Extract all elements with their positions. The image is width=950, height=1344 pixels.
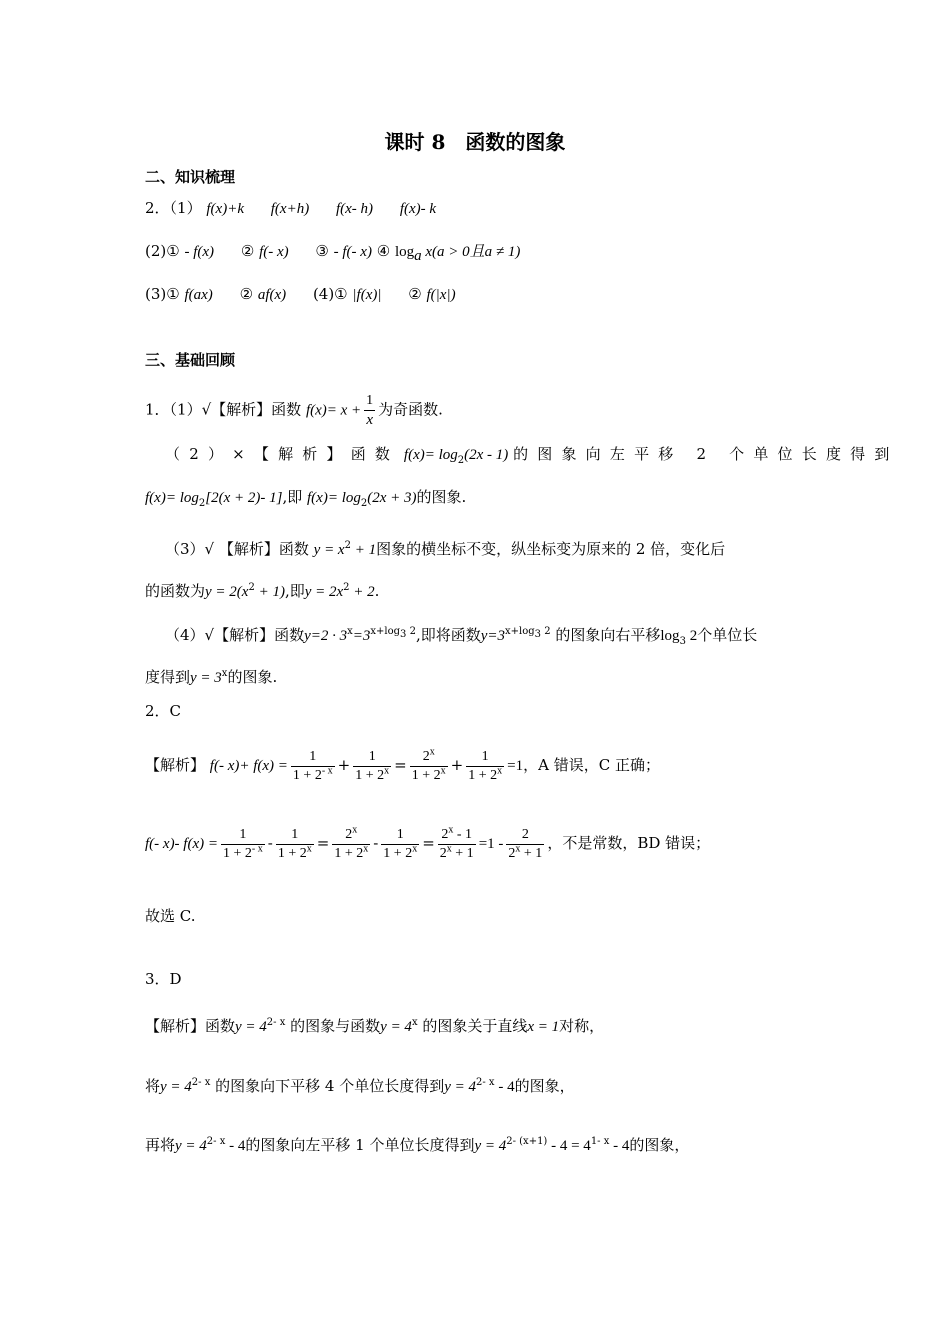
math-sup: x bbox=[446, 842, 452, 854]
operator: = bbox=[394, 756, 407, 774]
math: f(|x|) bbox=[426, 287, 456, 303]
math-sup: x bbox=[411, 1017, 418, 1028]
text: ,即 bbox=[282, 488, 303, 506]
math-sup: x bbox=[412, 842, 418, 854]
denominator: 1 + 2 bbox=[334, 845, 364, 861]
fraction bbox=[291, 748, 335, 785]
math: - 4 = 4 bbox=[547, 1138, 591, 1154]
text: 的图象. bbox=[227, 668, 278, 686]
label: ④ bbox=[376, 242, 391, 260]
label: ③ bbox=[315, 242, 329, 260]
operator: + bbox=[450, 756, 464, 774]
fraction bbox=[506, 826, 544, 863]
math: [2(x + 2)- 1] bbox=[205, 490, 283, 506]
fraction bbox=[438, 823, 476, 863]
math-sup: x bbox=[384, 764, 390, 776]
text: 1．（1）√【解析】函数 bbox=[145, 400, 302, 419]
math: x = 1 bbox=[527, 1019, 560, 1035]
q2-equation-1 bbox=[145, 742, 660, 789]
q3-line-3 bbox=[145, 1134, 689, 1157]
math: (2x - 1) bbox=[464, 447, 509, 463]
q2-opt-1: f(x)+k bbox=[206, 201, 244, 217]
denominator: 1 + 2 bbox=[383, 845, 413, 861]
math: - 4 bbox=[609, 1138, 630, 1154]
math: f(ax) bbox=[184, 287, 213, 303]
text: 的图象与函数 bbox=[290, 1017, 381, 1035]
text: （2）×【解析】函数 bbox=[165, 445, 400, 463]
math: 2 bbox=[685, 628, 698, 644]
review-item-2-line1 bbox=[165, 443, 899, 466]
q2-line bbox=[145, 197, 436, 220]
fraction bbox=[332, 823, 370, 863]
math: + 2 bbox=[349, 584, 375, 600]
math-sup: x+log bbox=[370, 626, 401, 637]
math-sub: 2 bbox=[360, 498, 368, 509]
math-sup: 2 bbox=[541, 626, 551, 637]
math-sup: x bbox=[221, 668, 228, 679]
math-sup: 2- (x+1) bbox=[506, 1136, 548, 1147]
numerator: 1 bbox=[364, 392, 375, 411]
fraction bbox=[276, 826, 314, 863]
math: f(x)= log bbox=[307, 490, 361, 506]
text: 的图象向左平移 1 个单位长度得到 bbox=[245, 1136, 475, 1154]
math-sup: 2 bbox=[343, 582, 350, 593]
q3-answer: 3．D bbox=[145, 970, 182, 988]
analysis-label: 【解析】 bbox=[145, 756, 206, 774]
math-sup: 2 bbox=[344, 540, 351, 551]
q2-label: 2．（1） bbox=[145, 199, 202, 217]
math-sup: 2- x bbox=[206, 1136, 226, 1147]
math-sup: x bbox=[515, 842, 521, 854]
text: 将 bbox=[145, 1077, 161, 1095]
operator: = bbox=[422, 834, 435, 852]
math: f(- x)+ f(x) = bbox=[209, 758, 288, 774]
numerator: 2 bbox=[422, 748, 430, 764]
math: y = 4 bbox=[175, 1138, 207, 1154]
fraction bbox=[410, 745, 448, 785]
fraction bbox=[364, 392, 375, 429]
math: y=2 · 3 bbox=[304, 628, 348, 644]
math: af(x) bbox=[257, 287, 287, 303]
label: (4)① bbox=[312, 285, 348, 303]
section-heading-knowledge: 二、知识梳理 bbox=[145, 168, 236, 186]
text: . bbox=[374, 582, 380, 600]
math-sup: 1- x bbox=[590, 1136, 610, 1147]
math: (2x + 3) bbox=[367, 490, 417, 506]
math-sup: x+log bbox=[505, 626, 535, 637]
math-sup: - x bbox=[321, 764, 333, 776]
math: log bbox=[394, 244, 415, 260]
q3-line-1 bbox=[145, 1015, 604, 1038]
text: ,即将函数 bbox=[415, 626, 481, 644]
text: 的图象向下平移 4 个单位长度得到 bbox=[215, 1077, 445, 1095]
fraction bbox=[221, 826, 265, 863]
math-sup: - x bbox=[251, 842, 263, 854]
math: =1 bbox=[507, 758, 524, 774]
text: ，A 错误，C 正确； bbox=[523, 756, 660, 774]
math: y = 4 bbox=[380, 1019, 412, 1035]
text: 的函数为 bbox=[145, 582, 206, 600]
text: 再将 bbox=[145, 1136, 176, 1154]
math-sup: x bbox=[429, 745, 435, 757]
numerator: 1 bbox=[381, 826, 419, 845]
denominator: 1 + 2 bbox=[292, 767, 322, 783]
section-heading-review: 三、基础回顾 bbox=[145, 351, 236, 369]
knowledge-line-2 bbox=[145, 240, 520, 263]
text: ，不是常数，BD 错误； bbox=[547, 834, 711, 852]
math: f(x)= x + bbox=[305, 402, 362, 419]
math: =1 - bbox=[478, 836, 504, 852]
math: - 4 bbox=[225, 1138, 246, 1154]
text: （3）√ 【解析】函数 bbox=[165, 540, 309, 558]
math: |f(x)| bbox=[352, 287, 382, 303]
q2-answer: 2．C bbox=[145, 702, 182, 720]
operator: - bbox=[373, 834, 379, 852]
math-sup: x bbox=[448, 823, 454, 835]
math-sup: x bbox=[347, 626, 353, 637]
numerator: 2 bbox=[506, 826, 544, 845]
denominator: + 1 bbox=[451, 845, 474, 861]
q2-opt-3: f(x- h) bbox=[335, 201, 374, 217]
text: 个单位长 bbox=[697, 626, 758, 644]
denominator: + 1 bbox=[520, 845, 543, 861]
q2-equation-2 bbox=[145, 820, 710, 867]
text: 对称， bbox=[559, 1017, 605, 1035]
review-item-3-line1 bbox=[165, 538, 725, 561]
numerator: 1 bbox=[466, 748, 504, 767]
numerator: 1 bbox=[291, 748, 335, 767]
operator: - bbox=[267, 834, 273, 852]
text: 的图象向左平移 2 个单位长度得到 bbox=[513, 445, 899, 463]
denominator: 1 + 2 bbox=[277, 845, 307, 861]
review-item-4-line1 bbox=[165, 624, 757, 647]
math-sup: 2- x bbox=[476, 1077, 495, 1088]
math-sup: x bbox=[363, 842, 369, 854]
numerator: 1 bbox=[221, 826, 265, 845]
label: ② bbox=[408, 285, 422, 303]
fraction bbox=[466, 748, 504, 785]
numerator: 1 bbox=[353, 748, 391, 767]
math: - 4 bbox=[494, 1079, 515, 1095]
operator: = bbox=[316, 834, 330, 852]
math-sup: 2 bbox=[406, 626, 416, 637]
review-item-1 bbox=[145, 392, 443, 429]
math-sup: x bbox=[440, 764, 446, 776]
math-sup: x bbox=[352, 823, 358, 835]
denominator: 1 + 2 bbox=[411, 767, 441, 783]
review-item-4-line2 bbox=[145, 666, 277, 689]
text: 的图象向右平移 bbox=[555, 626, 661, 644]
text: 为奇函数. bbox=[378, 400, 443, 419]
math: y = 4 bbox=[235, 1019, 267, 1035]
math: y = x bbox=[313, 542, 345, 558]
math-sub: 2 bbox=[457, 455, 465, 466]
math: + 1 bbox=[350, 542, 377, 558]
numerator: 1 bbox=[276, 826, 314, 845]
q2-conclusion: 故选 C. bbox=[145, 907, 196, 925]
denominator: 1 + 2 bbox=[223, 845, 252, 861]
math-sub: 3 bbox=[679, 636, 686, 647]
math: =3 bbox=[352, 628, 371, 644]
q3-line-2 bbox=[145, 1075, 575, 1098]
math-sub: 3 bbox=[534, 629, 542, 640]
numerator: 2 bbox=[345, 826, 353, 842]
math: y = 2x bbox=[304, 584, 344, 600]
math: y=3 bbox=[480, 628, 506, 644]
q2-opt-2: f(x+h) bbox=[270, 201, 310, 217]
text: 的图象， bbox=[514, 1077, 575, 1095]
math-sup: 2- x bbox=[266, 1017, 286, 1028]
math: y = 4 bbox=[444, 1079, 477, 1095]
text: 【解析】函数 bbox=[145, 1017, 236, 1035]
math: f(x)= log bbox=[403, 447, 458, 463]
math-sub: a bbox=[414, 248, 422, 264]
math-sup: x bbox=[306, 842, 312, 854]
fraction bbox=[381, 826, 419, 863]
math-sub: 2 bbox=[198, 498, 206, 509]
math: f(- x) bbox=[259, 244, 289, 260]
denominator: 1 + 2 bbox=[355, 767, 385, 783]
text: ,即 bbox=[284, 582, 305, 600]
math: y = 4 bbox=[474, 1138, 507, 1154]
math-sup: 2 bbox=[248, 582, 255, 593]
math: f(x)= log bbox=[145, 490, 199, 506]
math-sup: 2- x bbox=[191, 1077, 211, 1088]
text: 的图象. bbox=[416, 488, 467, 506]
text: 度得到 bbox=[145, 668, 191, 686]
math: y = 2(x bbox=[205, 584, 249, 600]
text: 的图象， bbox=[629, 1136, 690, 1154]
denominator: x bbox=[366, 412, 373, 428]
text: （4）√【解析】函数 bbox=[165, 626, 305, 644]
numerator: 2 bbox=[441, 826, 449, 842]
label: (2)① bbox=[145, 242, 180, 260]
math: - f(- x) bbox=[333, 244, 372, 260]
page-title: 课时 8 函数的图象 bbox=[384, 130, 566, 154]
math: + 1) bbox=[254, 584, 285, 600]
q2-opt-4: f(x)- k bbox=[399, 201, 437, 217]
math: y = 4 bbox=[160, 1079, 192, 1095]
denominator: 1 + 2 bbox=[468, 767, 498, 783]
math: - f(x) bbox=[184, 244, 215, 260]
label: ② bbox=[240, 242, 255, 260]
math: f(- x)- f(x) = bbox=[145, 836, 218, 852]
review-item-2-line2 bbox=[145, 486, 466, 509]
math-sub: 3 bbox=[400, 629, 407, 640]
fraction bbox=[353, 748, 391, 785]
text: 的图象关于直线 bbox=[422, 1017, 528, 1035]
label: (3)① bbox=[145, 285, 180, 303]
review-item-3-line2 bbox=[145, 580, 379, 603]
math: y = 3 bbox=[190, 670, 222, 686]
math: log bbox=[660, 628, 680, 644]
numerator: - 1 bbox=[453, 826, 473, 842]
text: 图象的横坐标不变，纵坐标变为原来的 2 倍，变化后 bbox=[376, 540, 726, 558]
denominator: 2 bbox=[439, 845, 447, 861]
math-sup: x bbox=[497, 764, 503, 776]
label: ② bbox=[239, 285, 254, 303]
operator: + bbox=[337, 756, 351, 774]
denominator: 2 bbox=[508, 845, 516, 861]
math: x(a > 0且a ≠ 1) bbox=[421, 244, 521, 260]
knowledge-line-3 bbox=[145, 283, 456, 306]
